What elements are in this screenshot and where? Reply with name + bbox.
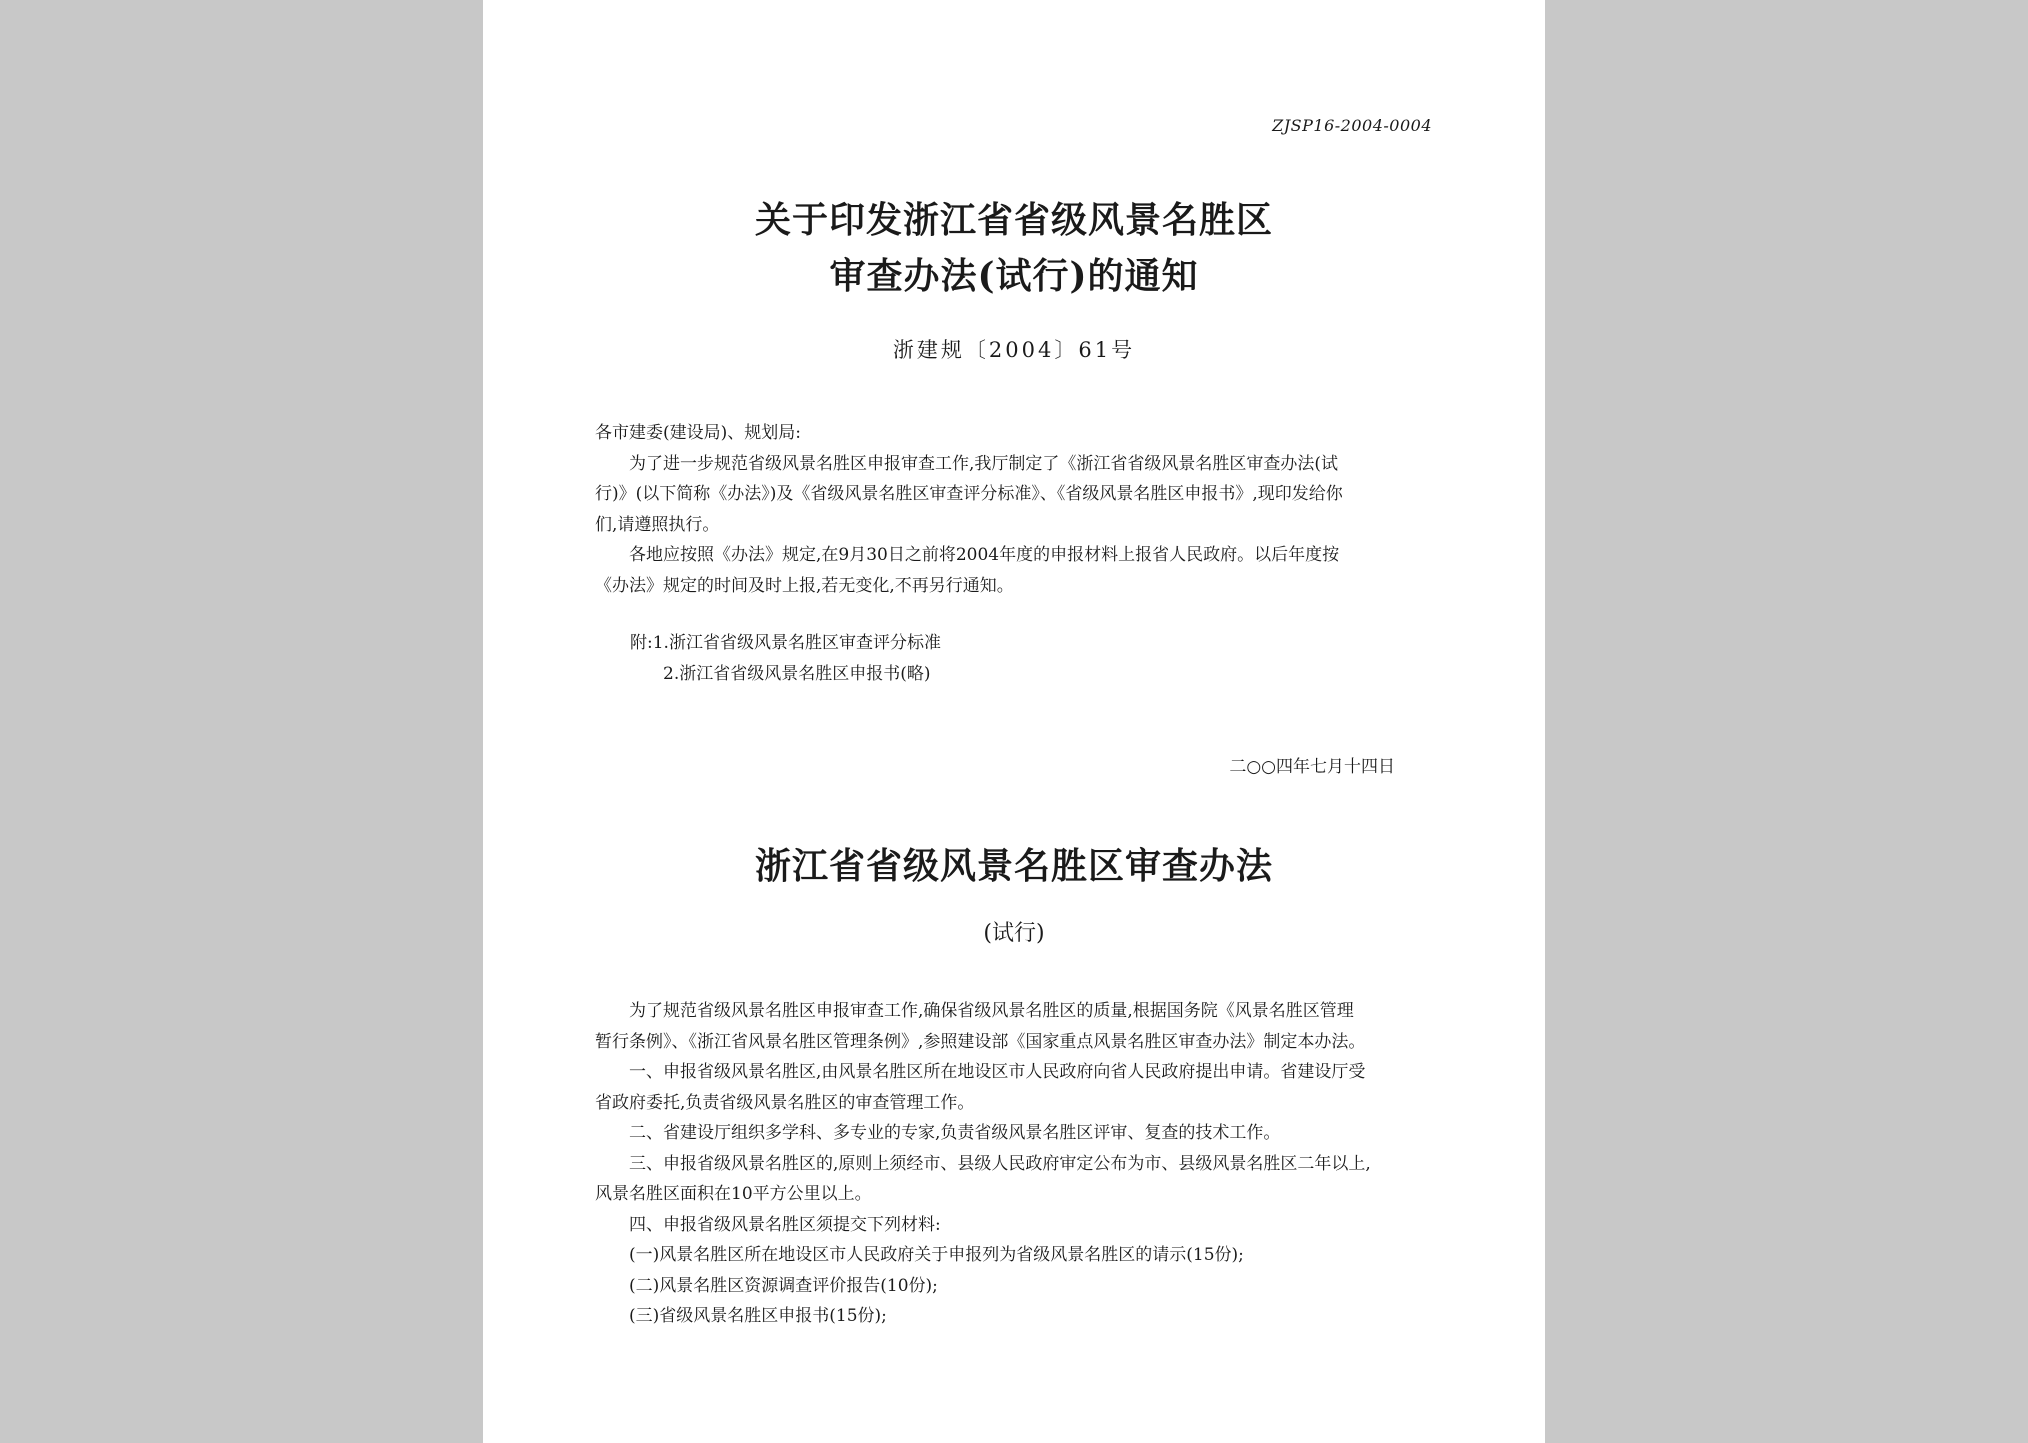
attachment-item: 附:1.浙江省省级风景名胜区审查评分标准 xyxy=(630,633,941,653)
paragraph-line: 风景名胜区面积在10平方公里以上。 xyxy=(595,1184,872,1204)
paragraph-line: 各地应按照《办法》规定,在9月30日之前将2004年度的申报材料上报省人民政府。以后年度按 xyxy=(629,545,1340,565)
paragraph-line: 一、申报省级风景名胜区,由风景名胜区所在地设区市人民政府向省人民政府提出申请。省建设厅受 xyxy=(629,1062,1366,1082)
rules-title: 浙江省省级风景名胜区审查办法 xyxy=(754,845,1273,887)
document-code: ZJSP16-2004-0004 xyxy=(1272,116,1432,135)
notice-title xyxy=(483,192,1545,304)
paragraph-line: 暂行条例》、《浙江省风景名胜区管理条例》,参照建设部《国家重点风景名胜区审查办法》制定本办法。 xyxy=(595,1031,1366,1052)
attachments-list xyxy=(630,628,941,690)
salutation: 各市建委(建设局)、规划局: xyxy=(595,423,801,443)
paragraph-line: 为了进一步规范省级风景名胜区申报审查工作,我厅制定了《浙江省省级风景名胜区审查办法(试 xyxy=(629,453,1339,474)
paragraph-line: 省政府委托,负责省级风景名胜区的审查管理工作。 xyxy=(595,1092,975,1113)
paragraph-line: 为了规范省级风景名胜区申报审查工作,确保省级风景名胜区的质量,根据国务院《风景名胜区管理 xyxy=(629,1001,1354,1021)
notice-body xyxy=(595,418,1433,601)
paragraph-line: 《办法》规定的时间及时上报,若无变化,不再另行通知。 xyxy=(595,575,1014,596)
paragraph-line: (三)省级风景名胜区申报书(15份); xyxy=(629,1306,887,1326)
notice-title-line-2: 审查办法(试行)的通知 xyxy=(829,255,1199,297)
paragraph-line: 行)》(以下简称《办法》)及《省级风景名胜区审查评分标准》、《省级风景名胜区申报书》,现印发给你 xyxy=(595,484,1343,504)
paragraph-line: 们,请遵照执行。 xyxy=(595,514,720,535)
attachment-item: 2.浙江省省级风景名胜区申报书(略) xyxy=(663,664,931,684)
issue-date: 二○○四年七月十四日 xyxy=(1229,757,1395,777)
rules-body xyxy=(595,996,1433,1332)
paragraph-line: 二、省建设厅组织多学科、多专业的专家,负责省级风景名胜区评审、复查的技术工作。 xyxy=(629,1123,1281,1143)
paragraph-line: (一)风景名胜区所在地设区市人民政府关于申报列为省级风景名胜区的请示(15份); xyxy=(629,1245,1244,1265)
paragraph-line: (二)风景名胜区资源调查评价报告(10份); xyxy=(629,1275,938,1296)
paragraph-line: 三、申报省级风景名胜区的,原则上须经市、县级人民政府审定公布为市、县级风景名胜区二年以上, xyxy=(629,1153,1371,1174)
document-number: 浙建规〔2004〕61号 xyxy=(892,338,1136,362)
document-page xyxy=(483,0,1545,1443)
rules-subtitle: (试行) xyxy=(983,921,1045,946)
paragraph-line: 四、申报省级风景名胜区须提交下列材料: xyxy=(629,1214,941,1235)
notice-title-line-1: 关于印发浙江省省级风景名胜区 xyxy=(754,199,1273,241)
